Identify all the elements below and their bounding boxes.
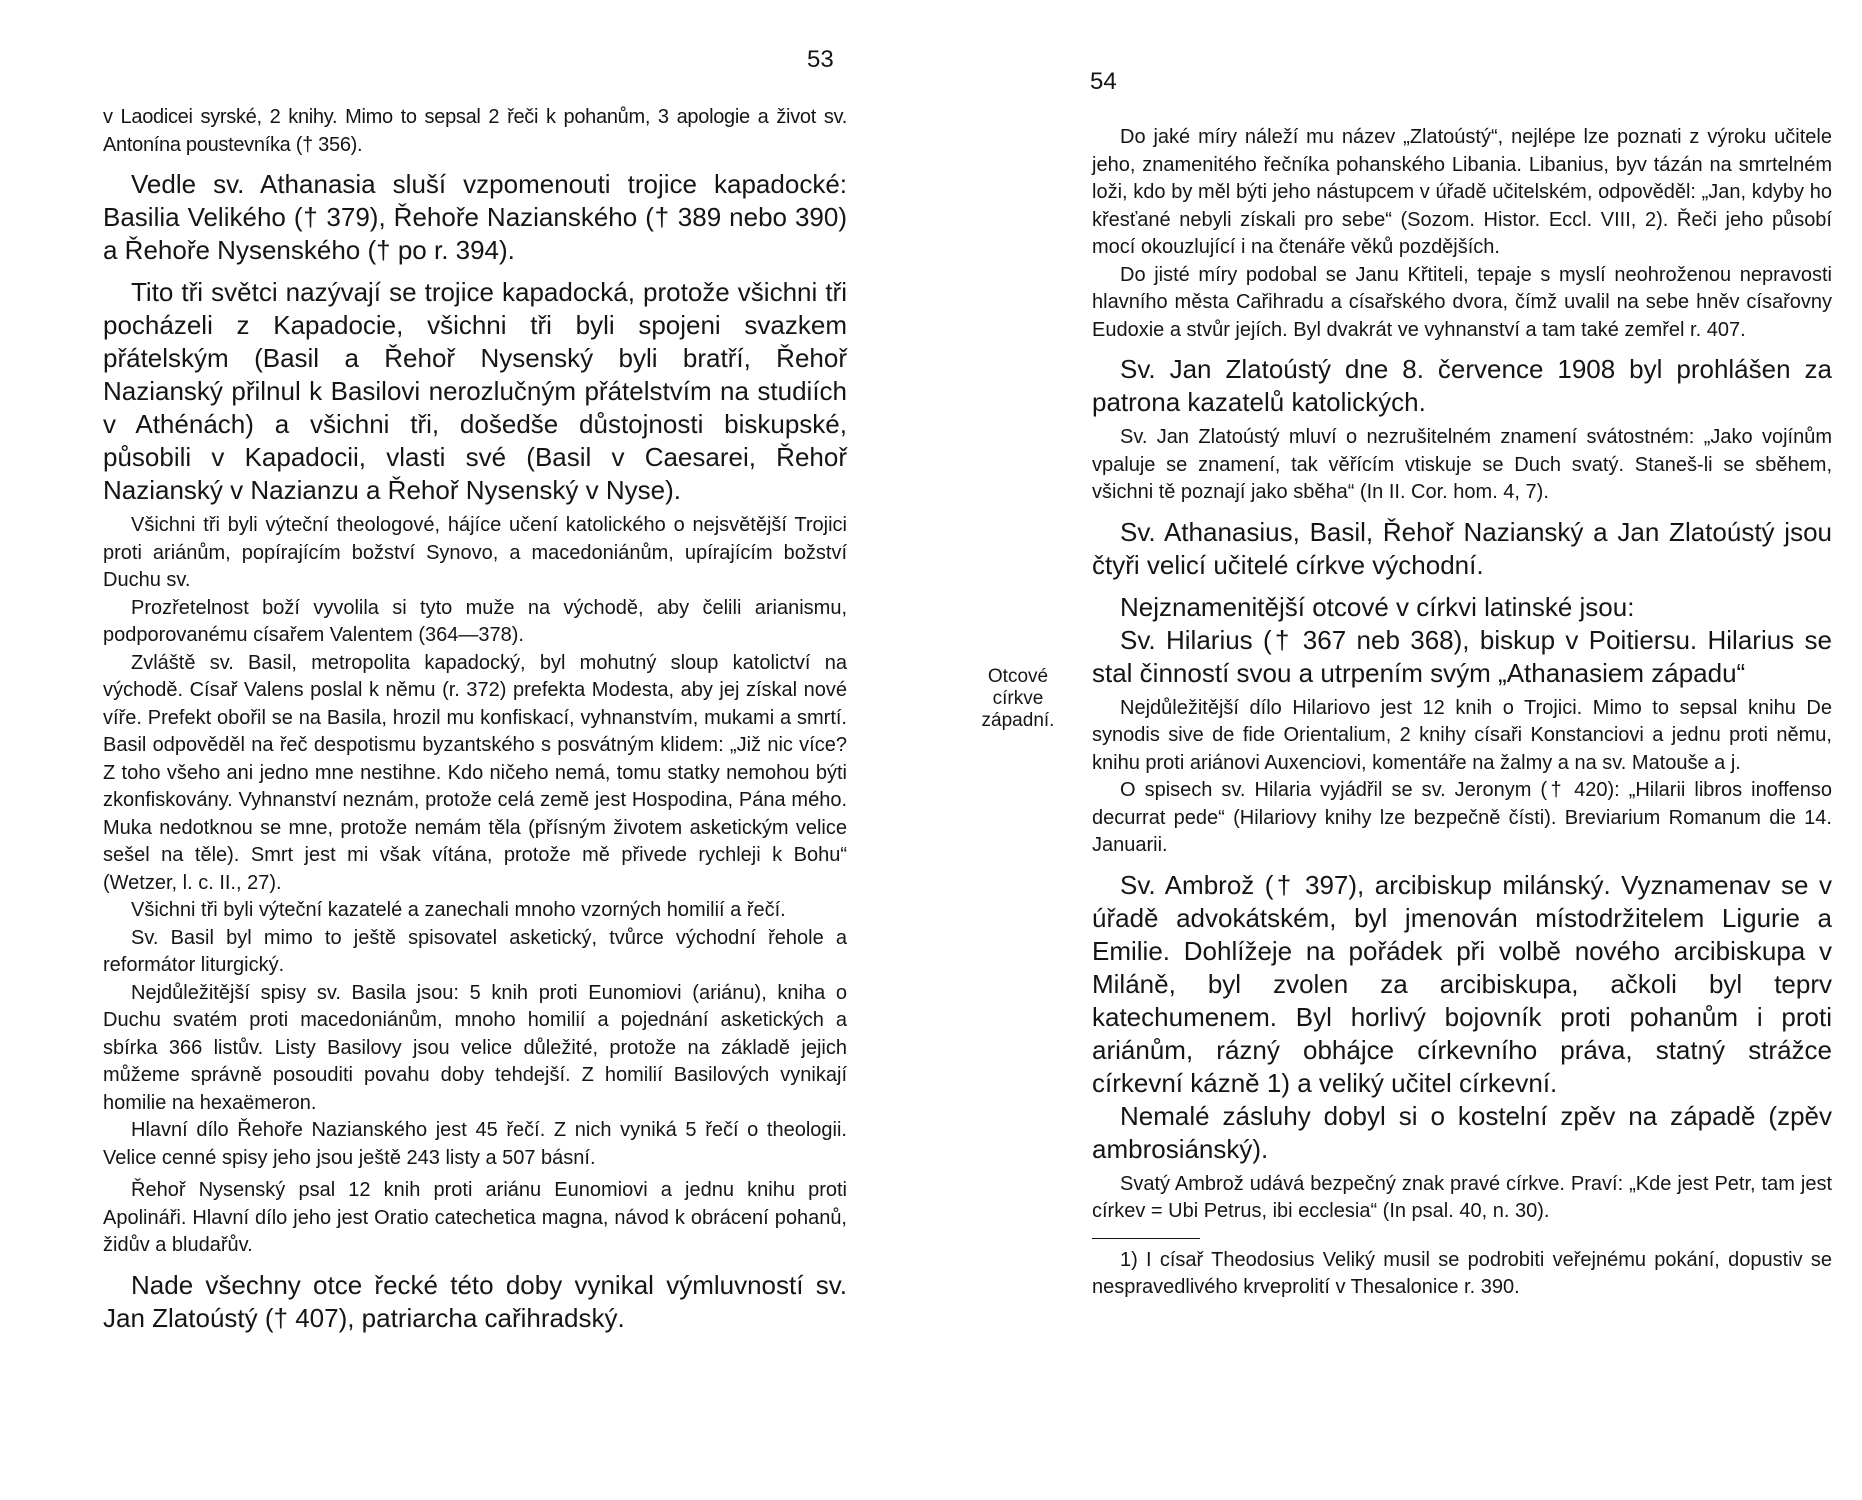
paragraph: Do jisté míry podobal se Janu Křtiteli, tepaje s myslí neohroženou nepravosti hlavního města Cařihradu a císařského dvora, čímž uvalil na sebe hněv císařovny Eudoxie a stvůr jejích. Byl dvakrát ve vyhnanství a tam také zemřel r. 407. (1092, 263, 1832, 341)
footnote: 1) I císař Theodosius Veliký musil se podrobiti veřejnému pokání, dopustiv se nespravedlivého krveprolití v Thesalonice r. 390. (1092, 1248, 1832, 1298)
paragraph: Nejdůležitější spisy sv. Basila jsou: 5 knih proti Eunomiovi (ariánu), kniha o Duchu svatém proti macedoniánům, mnoho homilií a pojednání asketických a sbírka 366 listův. Listy Basilovy jsou velice důležité, protože na základě jejich můžeme správně posouditi povahu doby tehdejší. Z homilií Basilových vynikají homilie na hexaëmeron. (103, 981, 847, 1114)
paragraph: Sv. Jan Zlatoústý mluví o nezrušitelném znamení svátostném: „Jako vojínům vpaluje se znamení, tak věřícím vtiskuje se Duch svatý. Staneš-li se sběhem, všichni tě poznají jako sběha“ (In II. Cor. hom. 4, 7). (1092, 426, 1832, 503)
right-page (931, 0, 1862, 1500)
margin-note: Otcové církve západní. (981, 666, 1055, 731)
paragraph: Prozřetelnost boží vyvolila si tyto muže na východě, aby čelili arianismu, podporovanému císařem Valentem (364—378). (103, 596, 847, 646)
page-number: 53 (807, 46, 834, 73)
paragraph: Sv. Hilarius († 367 neb 368), biskup v Poitiersu. Hilarius se stal činností svou a utrpením svým „Athanasiem západu“ (1092, 624, 1832, 688)
footnote-divider (1092, 1238, 1200, 1239)
text-column (103, 104, 847, 1335)
paragraph: Vedle sv. Athanasia sluší vzpomenouti trojice kapadocké: Basilia Velikého († 379), Řehoře Nazianského († 389 nebo 390) a Řehoře Nysenského († po r. 394). (103, 169, 847, 265)
text-column (1092, 124, 1832, 1301)
paragraph: Všichni tři byli výteční kazatelé a zanechali mnoho vzorných homilií a řečí. (131, 899, 786, 921)
paragraph: Sv. Athanasius, Basil, Řehoř Nazianský a Jan Zlatoústý jsou čtyři velicí učitelé církve východní. (1092, 516, 1832, 580)
paragraph: v Laodicei syrské, 2 knihy. Mimo to sepsal 2 řeči k pohanům, 3 apologie a život sv. Antonína poustevníka († 356). (103, 106, 847, 156)
paragraph: Nejdůležitější dílo Hilariovo jest 12 knih o Trojici. Mimo to sepsal knihu De synodis sive de fide Orientalium, 2 knihy císaři Konstanciovi a jednu proti němu, knihu proti ariánovi Auxenciovi, komentáře na žalmy a na sv. Matouše a j. (1092, 696, 1832, 774)
paragraph: O spisech sv. Hilaria vyjádřil se sv. Jeronym († 420): „Hilarii libros inoffenso decurrat pede“ (Hilariovy knihy lze bezpečně čísti). Breviarium Romanum die 14. Januarii. (1092, 779, 1832, 856)
paragraph: Hlavní dílo Řehoře Nazianského jest 45 řečí. Z nich vyniká 5 řečí o theologii. Velice cenné spisy jeho jsou ještě 243 listy a 507 básní. (103, 1119, 847, 1169)
paragraph: Zvláště sv. Basil, metropolita kapadocký, byl mohutný sloup katolictví na východě. Císař Valens poslal k němu (r. 372) prefekta Modesta, aby jej získal nové víře. Prefekt obořil se na Basila, hrozil mu konfiskací, vyhnanstvím, mukami a smrtí. Basil odpověděl na řeč despotismu byzantského s posvátným klidem: „Již nic více? Z toho všeho ani jedno mne nestihne. Kdo ničeho nemá, tomu statky nemohou býti zkonfiskovány. Vyhnanství neznám, protože celá země jest Hospodina, Pána mého. Muka nedotknou se mne, protože nemám těla (přísným životem asketickým velice sešel na těle). Smrt jest mi však vítána, protože mě přivede rychleji k Bohu“ (Wetzer, l. c. II., 27). (103, 651, 847, 894)
paragraph: Sv. Basil byl mimo to ještě spisovatel asketický, tvůrce východní řehole a reformátor liturgický. (103, 926, 847, 976)
paragraph: Nejznamenitější otcové v církvi latinské jsou: (1120, 591, 1635, 622)
paragraph: Řehoř Nysenský psal 12 knih proti ariánu Eunomiovi a jednu knihu proti Apolináři. Hlavní dílo jeho jest Oratio catechetica magna, návod k obrácení pohanů, židův a bludařův. (103, 1179, 847, 1256)
paragraph: Nade všechny otce řecké této doby vynikal výmluvností sv. Jan Zlatoústý († 407), patriarcha cařihradský. (103, 1269, 847, 1333)
paragraph: Svatý Ambrož udává bezpečný znak pravé církve. Praví: „Kde jest Petr, tam jest církev = Ubi Petrus, ibi ecclesia“ (In psal. 40, n. 30). (1092, 1172, 1832, 1222)
paragraph: Do jaké míry náleží mu název „Zlatoústý“, nejlépe lze poznati z výroku učitele jeho, znamenitého řečníka pohanského Libania. Libanius, byv tázán na smrtelném loži, kdo by měl býti jeho nástupcem v úřadě učitelském, odpověděl: „Jan, kdyby ho křesťané nebyli získali pro sebe“ (Sozom. Histor. Eccl. VIII, 2). Řeči jeho působí mocí okouzlující i na čtenáře věků pozdějších. (1092, 126, 1832, 258)
paragraph: Nemalé zásluhy dobyl si o kostelní zpěv na západě (zpěv ambrosiánský). (1092, 1100, 1832, 1164)
page-number: 54 (1090, 68, 1117, 95)
paragraph: Sv. Ambrož († 397), arcibiskup milánský. Vyznamenav se v úřadě advokátském, byl jmenován místodržitelem Ligurie a Emilie. Dohlížeje na pořádek při volbě nového arcibiskupa v Miláně, byl zvolen za arcibiskupa, ačkoli byl teprv katechumenem. Byl horlivý bojovník proti pohanům i proti ariánům, rázný obhájce církevního práva, statný strážce církevní kázně 1) a veliký učitel církevní. (1092, 869, 1832, 1098)
paragraph: Tito tři světci nazývají se trojice kapadocká, protože všichni tři pocházeli z Kapadocie, všichni tři byli spojeni svazkem přátelským (Basil a Řehoř Nysenský byli bratří, Řehoř Nazianský přilnul k Basilovi nerozlučným přátelstvím na studiích v Athénách) a všichni tři, došedše důstojnosti biskupské, působili v Kapadocii, vlasti své (Basil v Caesarei, Řehoř Nazianský v Nazianzu a Řehoř Nysenský v Nyse). (103, 277, 847, 505)
paragraph: Sv. Jan Zlatoústý dne 8. července 1908 byl prohlášen za patrona kazatelů katolických. (1092, 354, 1832, 417)
paragraph: Všichni tři byli výteční theologové, hájíce učení katolického o nejsvětější Trojici proti ariánům, popírajícím božství Synovo, a macedoniánům, upírajícím božství Duchu sv. (103, 514, 847, 591)
